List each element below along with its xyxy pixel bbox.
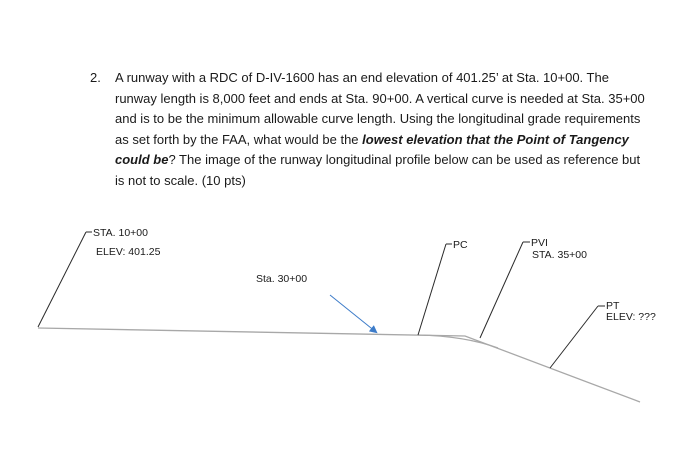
- pt-elevation-label: ELEV: ???: [606, 311, 656, 323]
- problem-text-part2: ? The image of the runway longitudinal profile below can be used as reference but is not to scale. (10 pts): [115, 152, 641, 188]
- station-30-arrow: [330, 295, 376, 332]
- pvi-callout: [480, 237, 587, 338]
- pt-label: PT: [606, 300, 620, 312]
- start-station-label: STA. 10+00: [93, 227, 148, 239]
- station-30-label: Sta. 30+00: [256, 273, 308, 285]
- pvi-leader-line: [480, 242, 523, 338]
- profile-vertical-curve: [418, 335, 498, 348]
- problem-text-emphasis: lowest elevation that the Point of Tangency could be: [115, 131, 629, 167]
- pc-leader-line: [418, 244, 446, 335]
- profile-tangent-grades: [38, 328, 640, 402]
- start-elevation-label: ELEV: 401.25: [96, 246, 161, 258]
- pvi-label: PVI: [531, 237, 548, 249]
- start-station-callout: [38, 227, 161, 327]
- pt-callout: [550, 300, 656, 368]
- pvi-station-label: STA. 35+00: [532, 249, 587, 261]
- start-leader-line: [38, 232, 86, 327]
- pt-leader-line: [550, 306, 598, 368]
- problem-text-part1: A runway with a RDC of D-IV-1600 has an end elevation of 401.25’ at Sta. 10+00. The runway length is 8,000 feet and ends at Sta. 90+00. A vertical curve is needed at Sta. 35+00 and is to be the minimum allowable curve length. Using the longitudinal grade requirements as set forth by the FAA, what would be the: [115, 70, 645, 147]
- station-30-callout: [256, 273, 376, 332]
- pc-callout: [418, 239, 468, 335]
- problem-number: 2.: [90, 70, 101, 85]
- pc-label: PC: [453, 239, 468, 251]
